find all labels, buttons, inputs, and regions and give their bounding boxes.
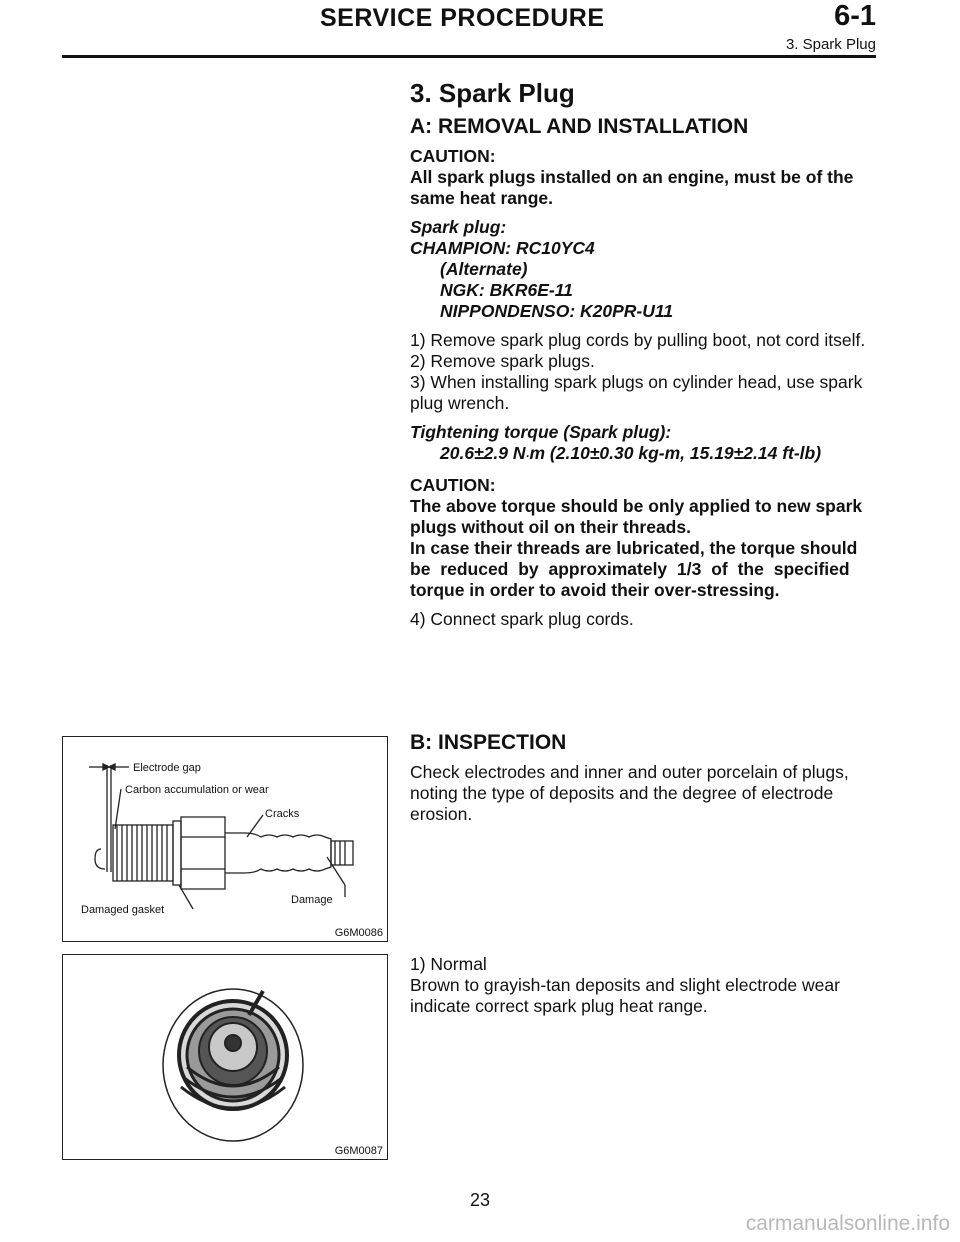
caution1-label: CAUTION:	[410, 146, 496, 166]
header-section-code: 6-1	[834, 0, 876, 32]
caution2-text-line3: In case their threads are lubricated, the torque should	[410, 538, 858, 558]
normal-condition	[410, 954, 878, 1017]
torque-value	[410, 443, 878, 467]
spec-champion: CHAMPION: RC10YC4	[410, 238, 595, 258]
inspection-text-line1: Check electrodes and inner and outer porcelain of plugs,	[410, 762, 849, 782]
label-damage: Damage	[291, 894, 333, 906]
inspection-text-line3: erosion.	[410, 804, 473, 824]
spec-nippondenso: NIPPONDENSO: K20PR-U11	[440, 301, 674, 321]
label-damaged-gasket: Damaged gasket	[81, 904, 165, 916]
caution2-text-line5: torque in order to avoid their over-stressing.	[410, 580, 780, 600]
removal-section	[410, 78, 878, 630]
figure-normal-plug	[62, 954, 388, 1160]
header-title: SERVICE PROCEDURE	[320, 4, 605, 32]
spec-alternate: (Alternate)	[440, 259, 528, 279]
figure-spark-plug-inspection	[62, 736, 388, 942]
label-cracks: Cracks	[265, 808, 300, 820]
label-carbon-accumulation: Carbon accumulation or wear	[125, 784, 269, 796]
spark-plug-spec-label: Spark plug:	[410, 217, 507, 237]
page-number: 23	[469, 1190, 491, 1210]
torque-label: Tightening torque (Spark plug):	[410, 422, 672, 442]
step-1: 1) Remove spark plug cords by pulling boot, not cord itself.	[410, 330, 866, 350]
label-electrode-gap: Electrode gap	[133, 762, 201, 774]
normal-label: 1) Normal	[410, 954, 487, 974]
caution1-text-line2: same heat range.	[410, 188, 553, 208]
inspection-section	[410, 730, 878, 825]
normal-text-line1: Brown to grayish-tan deposits and slight electrode wear	[410, 975, 840, 995]
torque-value-b: m (2.10±0.30 kg-m, 15.19±2.14 ft-lb)	[529, 443, 822, 463]
spec-ngk: NGK: BKR6E-11	[440, 280, 573, 300]
step-3-line2: plug wrench.	[410, 393, 510, 413]
section-title: 3. Spark Plug	[410, 78, 575, 108]
header-subtitle: 3. Spark Plug	[785, 36, 876, 53]
caution2-label: CAUTION:	[410, 475, 496, 495]
inspection-text-line2: noting the type of deposits and the degree of electrode	[410, 783, 834, 803]
spark-plug-diagram	[63, 737, 387, 941]
step-2: 2) Remove spark plugs.	[410, 351, 595, 371]
figure-code-1: G6M0086	[334, 927, 383, 939]
figure-code-2: G6M0087	[334, 1145, 383, 1157]
caution2-text-line1: The above torque should be only applied to new spark	[410, 496, 863, 516]
torque-value-a: 20.6±2.9 N	[440, 443, 526, 463]
normal-plug-image	[63, 955, 387, 1159]
header-rule	[62, 55, 876, 58]
step-4: 4) Connect spark plug cords.	[410, 609, 634, 629]
step-3-line1: 3) When installing spark plugs on cylinder head, use spark	[410, 372, 863, 392]
inspection-heading: B: INSPECTION	[410, 731, 567, 754]
normal-text-line2: indicate correct spark plug heat range.	[410, 996, 708, 1016]
watermark[interactable]: carmanualsonline.info	[745, 1212, 950, 1235]
removal-heading: A: REMOVAL AND INSTALLATION	[410, 115, 749, 138]
caution1-text-line1: All spark plugs installed on an engine, must be of the	[410, 167, 854, 187]
caution2-text-line4: be reduced by approximately 1/3 of the specified	[410, 559, 850, 579]
torque-dot: ·	[525, 449, 530, 463]
caution2-text-line2: plugs without oil on their threads.	[410, 517, 691, 537]
